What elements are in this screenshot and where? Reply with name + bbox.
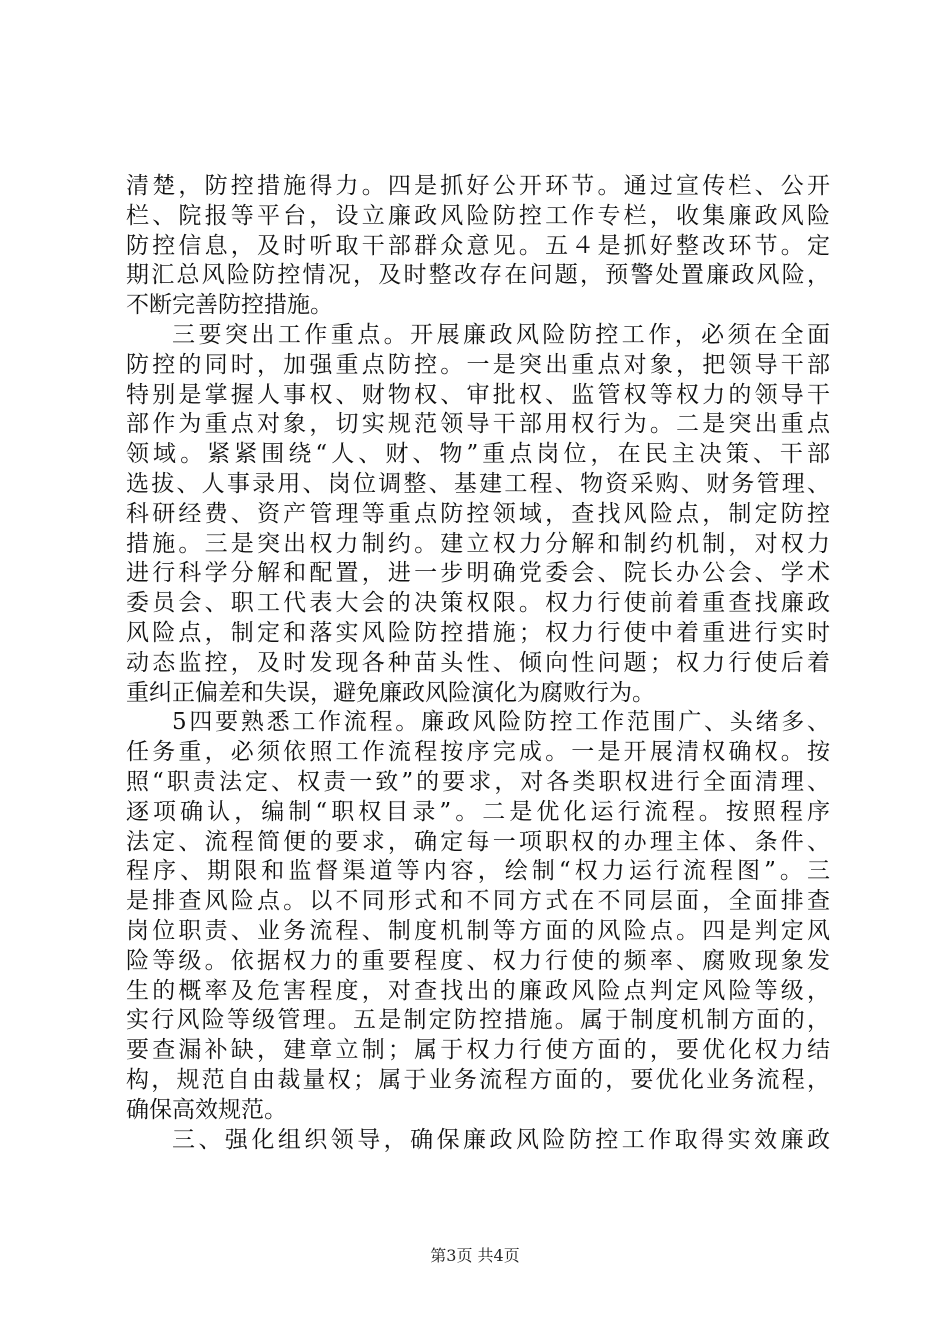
text-line: 确保高效规范。 xyxy=(126,1096,287,1123)
text-line: 风险点，制定和落实风险防控措施；权力行使中着重进行实时 xyxy=(126,619,830,646)
text-line: 防控信息，及时听取干部群众意见。五４是抓好整改环节。定 xyxy=(126,232,830,259)
text-line: 逐项确认，编制“职权目录”。二是优化运行流程。按照程序 xyxy=(126,798,830,825)
paragraph-start-line: 三要突出工作重点。开展廉政风险防控工作，必须在全面 xyxy=(172,321,830,348)
body-text xyxy=(126,172,830,1155)
text-line: 不断完善防控措施。 xyxy=(126,292,333,319)
text-line: 法定、流程简便的要求，确定每一项职权的办理主体、条件、 xyxy=(126,828,830,855)
text-line: 重纠正偏差和失误，避免廉政风险演化为腐败行为。 xyxy=(126,679,655,706)
text-line: 选拔、人事录用、岗位调整、基建工程、物资采购、财务管理、 xyxy=(126,470,830,497)
page-number-footer: 第3页 共4页 xyxy=(430,1246,520,1265)
text-line: 防控的同时，加强重点防控。一是突出重点对象，把领导干部 xyxy=(126,351,830,378)
text-line: 栏、院报等平台，设立廉政风险防控工作专栏，收集廉政风险 xyxy=(126,202,830,229)
text-line: 委员会、职工代表大会的决策权限。权力行使前着重查找廉政 xyxy=(126,590,830,617)
text-line: 任务重，必须依照工作流程按序完成。一是开展清权确权。按 xyxy=(126,739,830,766)
text-line: 进行科学分解和配置，进一步明确党委会、院长办公会、学术 xyxy=(126,560,830,587)
section-heading-line: 三、强化组织领导，确保廉政风险防控工作取得实效廉政 xyxy=(172,1126,830,1153)
text-line: 实行风险等级管理。五是制定防控措施。属于制度机制方面的， xyxy=(126,1007,830,1034)
text-line: 期汇总风险防控情况，及时整改存在问题，预警处置廉政风险， xyxy=(126,262,830,289)
text-line: 清楚，防控措施得力。四是抓好公开环节。通过宣传栏、公开 xyxy=(126,173,830,199)
text-line: 特别是掌握人事权、财物权、审批权、监管权等权力的领导干 xyxy=(126,381,830,408)
text-line: 科研经费、资产管理等重点防控领域，查找风险点，制定防控 xyxy=(126,500,830,527)
text-line: 措施。三是突出权力制约。建立权力分解和制约机制，对权力 xyxy=(126,530,830,557)
text-line: 领域。紧紧围绕“人、财、物”重点岗位，在民主决策、干部 xyxy=(126,441,830,468)
text-line: 构，规范自由裁量权；属于业务流程方面的，要优化业务流程， xyxy=(126,1066,830,1093)
text-line: 动态监控，及时发现各种苗头性、倾向性问题；权力行使后着 xyxy=(126,649,830,676)
text-line: 岗位职责、业务流程、制度机制等方面的风险点。四是判定风 xyxy=(126,917,830,944)
paragraph-start-line: 5四要熟悉工作流程。廉政风险防控工作范围广、头绪多、 xyxy=(172,709,830,736)
text-line: 程序、期限和监督渠道等内容，绘制“权力运行流程图”。三 xyxy=(126,858,830,885)
text-line: 生的概率及危害程度，对查找出的廉政风险点判定风险等级， xyxy=(126,977,830,1004)
text-line: 部作为重点对象，切实规范领导干部用权行为。二是突出重点 xyxy=(126,411,830,438)
text-line: 是排查风险点。以不同形式和不同方式在不同层面，全面排查 xyxy=(126,888,830,915)
text-line: 险等级。依据权力的重要程度、权力行使的频率、腐败现象发 xyxy=(126,947,830,974)
text-line: 要查漏补缺，建章立制；属于权力行使方面的，要优化权力结 xyxy=(126,1037,830,1064)
text-line: 照“职责法定、权责一致”的要求，对各类职权进行全面清理、 xyxy=(126,768,830,795)
